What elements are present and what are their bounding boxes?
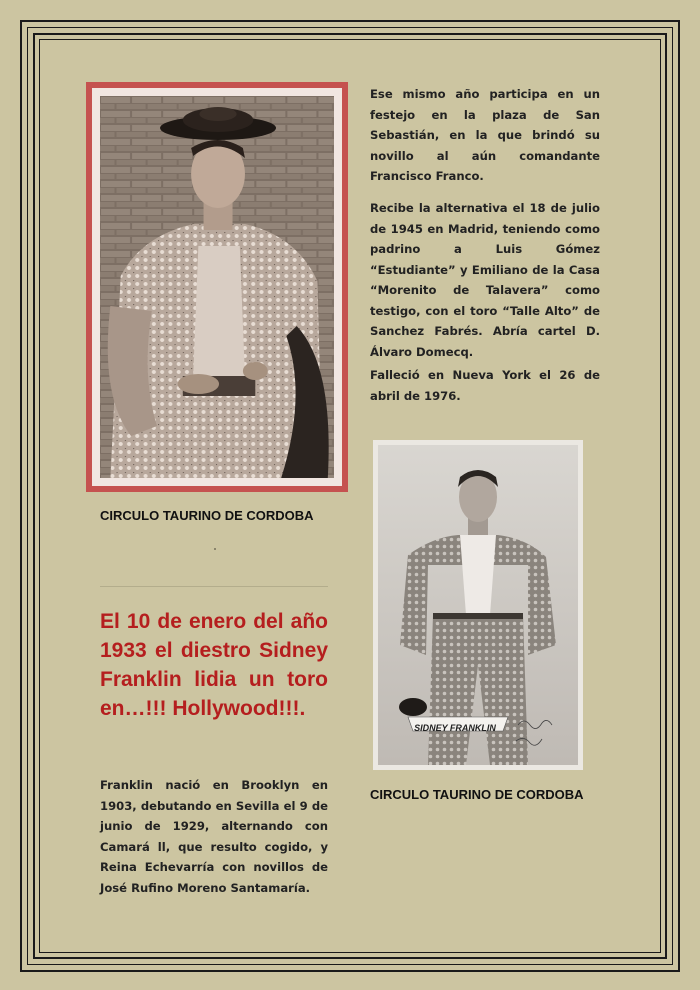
franklin-photo-frame [373,440,583,770]
franklin-photo [378,445,578,765]
matador-portrait-frame [86,82,348,492]
article-headline: El 10 de enero del año 1933 el diestro Sidney Franklin lidia un toro en…!!! Hollywood!!!. [100,610,328,720]
left-paragraph: Franklin nació en Brooklyn en 1903, debutando en Sevilla el 9 de junio de 1929, alternando con Camará ll, que resulto cogido, y Reina Echevarría con novillos de José Rufino Moreno Santamaría. [100,778,328,895]
left-photo-caption: CIRCULO TAURINO DE CORDOBA [100,508,314,523]
right-paragraph-2: Recibe la alternativa el 18 de julio de 1945 en Madrid, teniendo como padrino a Luis Gómez “Estudiante” y Emiliano de la Casa “Morenito de Talavera” como testigo, con el toro “Talle Alto” de Sanchez Fabrés. Abría cartel D. Álvaro Domecq. [370,201,600,359]
right-photo-caption: CIRCULO TAURINO DE CORDOBA [370,787,584,802]
decorative-dot [214,548,216,550]
matador-portrait-photo [100,96,334,478]
right-paragraph-1: Ese mismo año participa en un festejo en la plaza de San Sebastián, en la que brindó su novillo al aún comandante Francisco Franco. [370,87,600,183]
photo-nameplate: SIDNEY FRANKLIN [414,723,496,733]
right-paragraph-3: Falleció en Nueva York el 26 de abril de 1976. [370,368,600,403]
section-divider [100,586,328,587]
